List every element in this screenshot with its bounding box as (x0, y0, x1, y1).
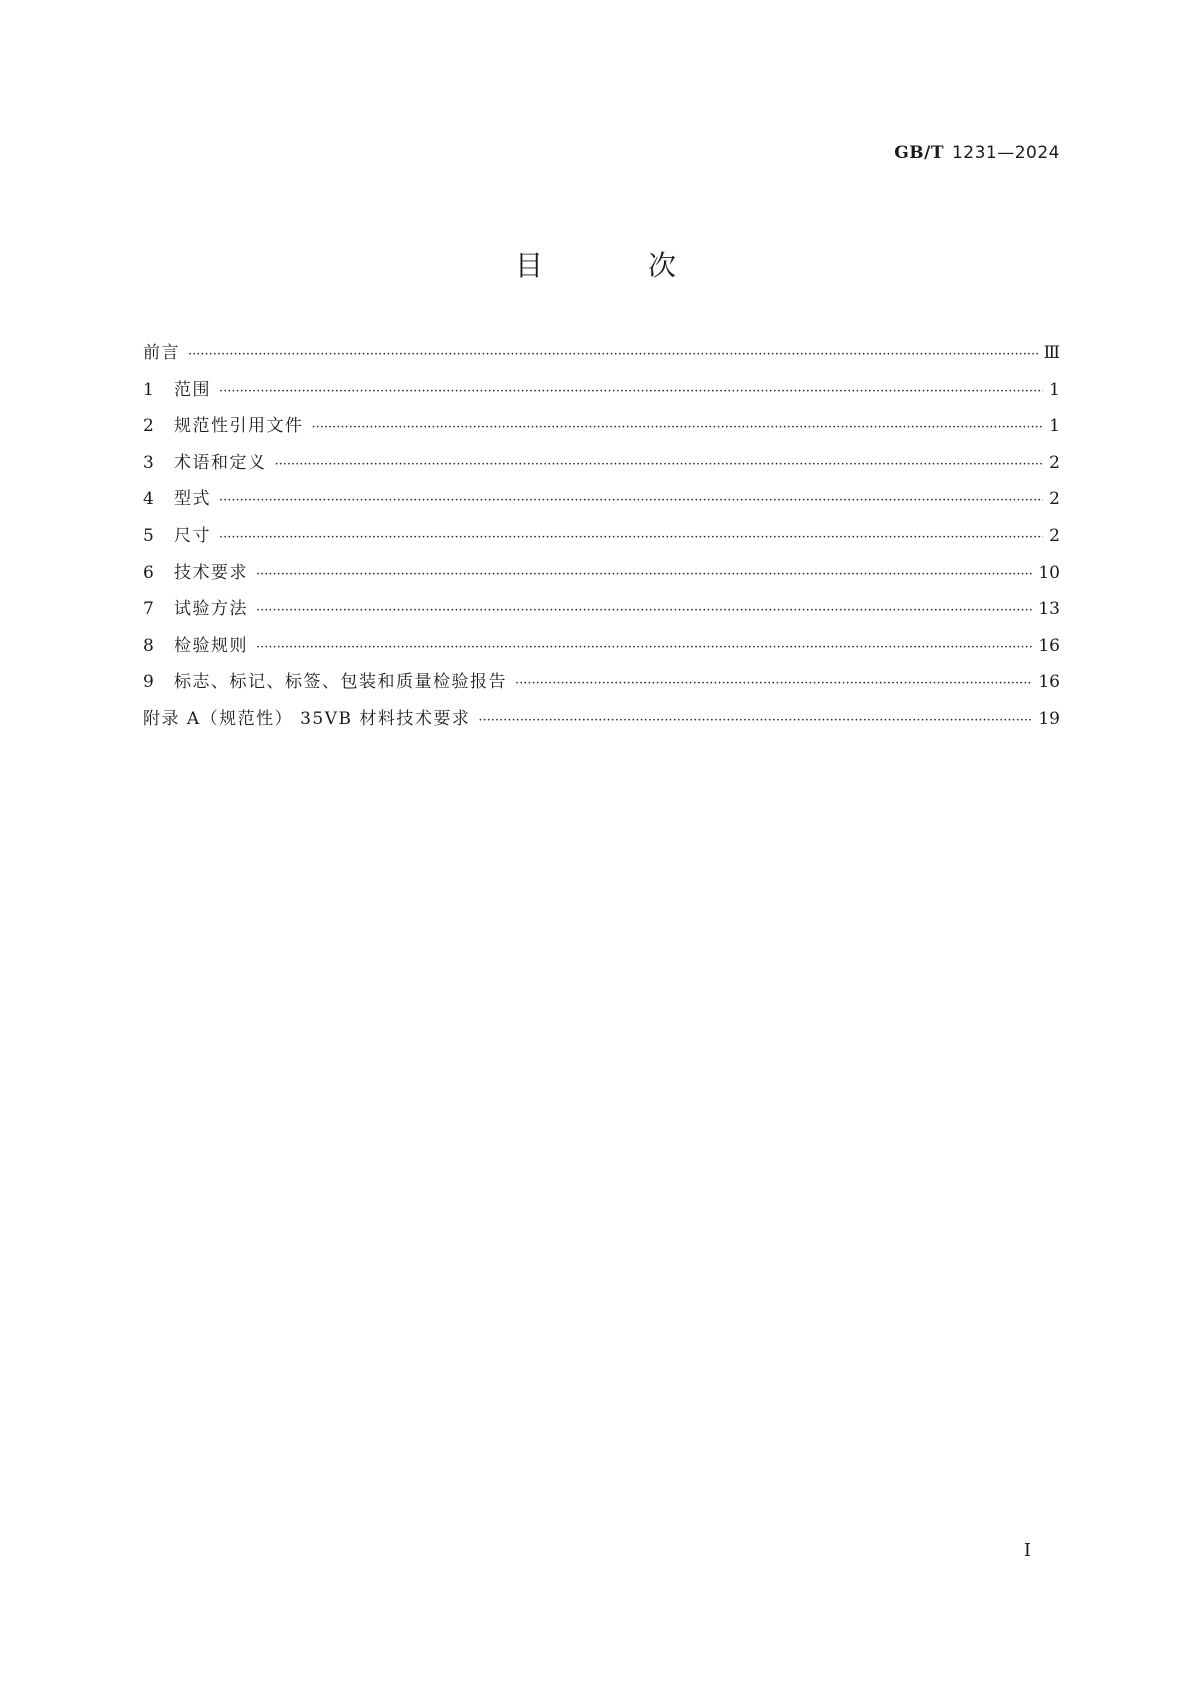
toc-entry-page: 1 (1049, 416, 1060, 437)
toc-entry-page: 16 (1038, 672, 1060, 693)
toc-entry-page: 19 (1038, 708, 1060, 729)
toc-entry-number: 4 (143, 489, 156, 510)
toc-entry-text: 尺寸 (174, 525, 211, 546)
toc-entry-number: 3 (143, 452, 156, 473)
toc-entry-page: 10 (1038, 562, 1060, 583)
toc-entry-9[interactable] (143, 667, 1060, 704)
toc-entry-text: 规范性引用文件 (174, 416, 304, 437)
toc-entry-3[interactable] (143, 448, 1060, 485)
toc-dot-leader (219, 380, 1043, 400)
table-of-contents (143, 338, 1060, 741)
toc-dot-leader (515, 672, 1032, 692)
toc-entry-text: 型式 (174, 489, 211, 510)
toc-entry-text: 标志、标记、标签、包装和质量检验报告 (174, 672, 507, 693)
toc-entry-page: 13 (1038, 599, 1060, 620)
toc-entry-number: 5 (143, 525, 156, 546)
toc-entry-text: 附录 A（规范性） 35VB 材料技术要求 (143, 708, 471, 729)
toc-entry-page: Ⅲ (1043, 343, 1060, 363)
toc-dot-leader (275, 453, 1044, 473)
toc-dot-leader (188, 343, 1038, 363)
standard-number: 1231—2024 (951, 143, 1060, 163)
toc-entry-number: 8 (143, 635, 156, 656)
page-title: 目 次 (515, 249, 724, 282)
toc-entry-text: 技术要求 (174, 562, 248, 583)
toc-entry-page: 2 (1049, 452, 1060, 473)
toc-entry-text: 试验方法 (174, 599, 248, 620)
toc-entry-page: 1 (1049, 379, 1060, 400)
toc-entry-4[interactable] (143, 484, 1060, 521)
toc-dot-leader (256, 599, 1032, 619)
toc-dot-leader (478, 709, 1032, 729)
toc-entry-page: 16 (1038, 635, 1060, 656)
page-number: Ⅰ (1023, 1540, 1031, 1561)
toc-dot-leader (219, 526, 1043, 546)
toc-dot-leader (256, 563, 1032, 583)
toc-entry-text: 前言 (143, 343, 180, 363)
toc-entry-text: 术语和定义 (174, 452, 267, 473)
toc-entry-text: 范围 (174, 379, 211, 400)
toc-dot-leader (312, 416, 1044, 436)
toc-entry-2[interactable] (143, 411, 1060, 448)
toc-entry-number: 2 (143, 416, 156, 437)
toc-entry-1[interactable] (143, 375, 1060, 412)
standard-code (894, 143, 1060, 163)
standard-prefix: GB/T (894, 143, 944, 163)
toc-entry-page: 2 (1049, 489, 1060, 510)
toc-dot-leader (219, 489, 1043, 509)
toc-entry-number: 7 (143, 599, 156, 620)
toc-entry-7[interactable] (143, 594, 1060, 631)
toc-entry-text: 检验规则 (174, 635, 248, 656)
toc-entry-appendix-a[interactable] (143, 704, 1060, 741)
toc-entry-number: 1 (143, 379, 156, 400)
toc-entry-5[interactable] (143, 521, 1060, 558)
toc-entry-6[interactable] (143, 558, 1060, 595)
toc-entry-foreword[interactable] (143, 338, 1060, 375)
toc-entry-page: 2 (1049, 525, 1060, 546)
toc-entry-number: 9 (143, 672, 156, 693)
toc-entry-number: 6 (143, 562, 156, 583)
toc-entry-8[interactable] (143, 631, 1060, 668)
toc-dot-leader (256, 636, 1032, 656)
